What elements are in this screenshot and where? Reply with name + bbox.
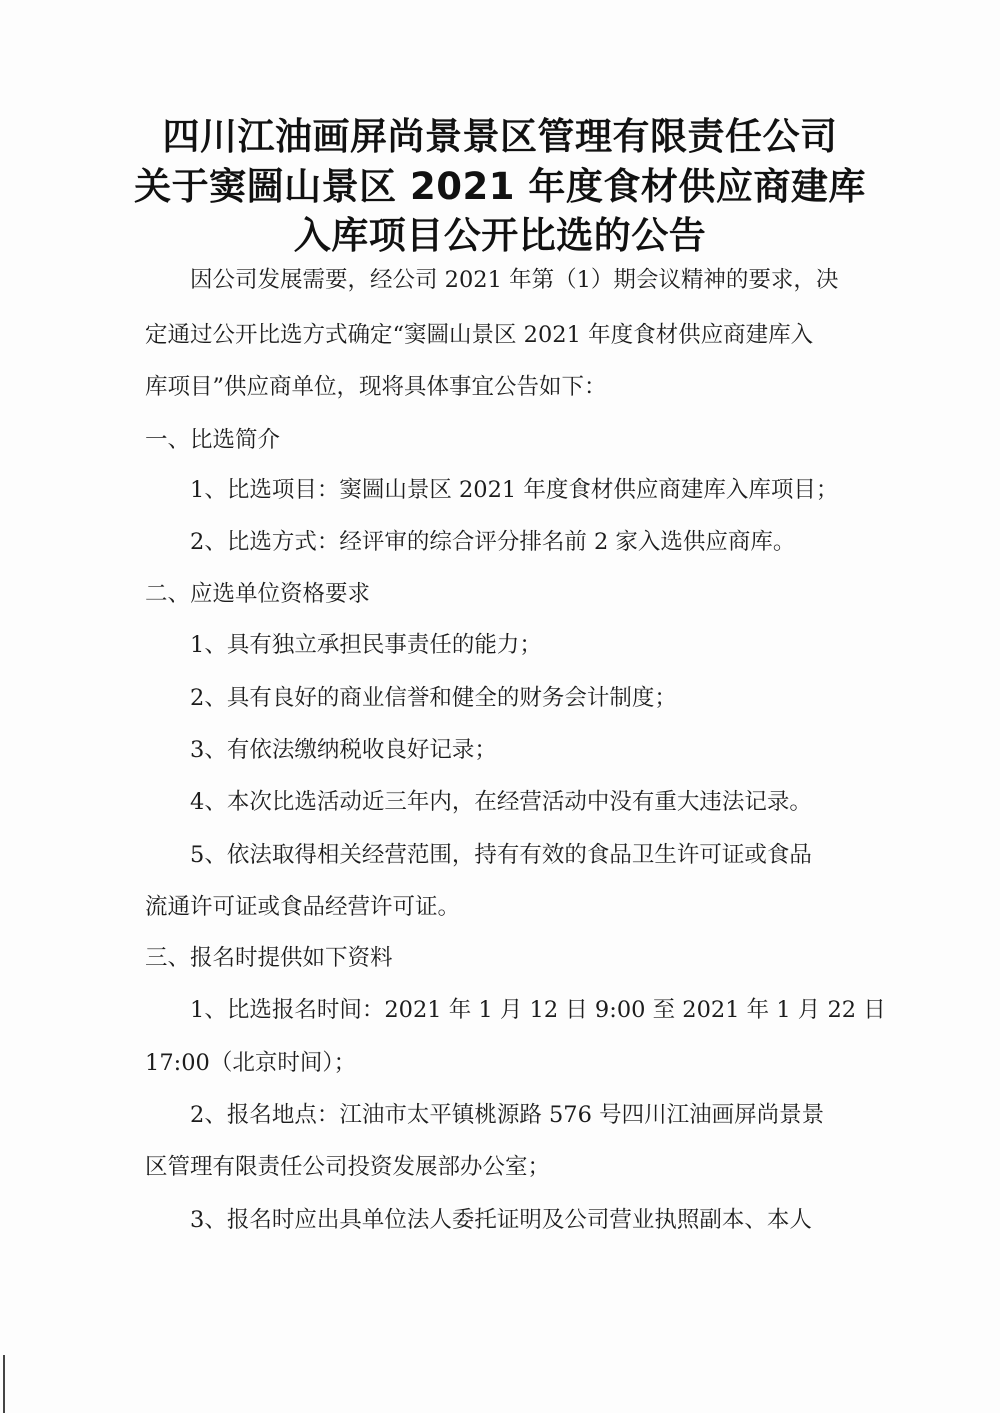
- title-line-3: 入库项目公开比选的公告: [293, 214, 707, 257]
- title-line-1: 四川江油画屏尚景景区管理有限责任公司: [162, 115, 838, 158]
- scan-edge-mark: [3, 1355, 5, 1413]
- section-3-item-1-line-2: 17:00（北京时间）；: [145, 1050, 357, 1076]
- section-3-item-2-line-1: 2、报名地点：江油市太平镇桃源路 576 号四川江油画屏尚景景: [190, 1102, 825, 1128]
- intro-line-1: 因公司发展需要，经公司 2021 年第（1）期会议精神的要求，决: [190, 267, 839, 293]
- section-2-heading: 二、应选单位资格要求: [145, 581, 371, 607]
- section-2-item-2: 2、具有良好的商业信誉和健全的财务会计制度；: [190, 685, 677, 711]
- section-2-item-3: 3、有依法缴纳税收良好记录；: [190, 737, 497, 763]
- section-1-heading: 一、比选简介: [145, 427, 281, 453]
- section-3-item-3-line-1: 3、报名时应出具单位法人委托证明及公司营业执照副本、本人: [190, 1207, 812, 1233]
- section-3-item-1-line-1: 1、比选报名时间：2021 年 1 月 12 日 9:00 至 2021 年 1 月 22 日: [190, 997, 886, 1023]
- title-line-2: 关于窦圌山景区 2021 年度食材供应商建库: [134, 165, 866, 208]
- section-1-item-1: 1、比选项目：窦圌山景区 2021 年度食材供应商建库入库项目；: [190, 477, 839, 503]
- intro-line-2: 定通过公开比选方式确定“窦圌山景区 2021 年度食材供应商建库入: [145, 322, 814, 348]
- intro-line-3: 库项目”供应商单位，现将具体事宜公告如下：: [145, 374, 607, 400]
- section-3-heading: 三、报名时提供如下资料: [145, 945, 393, 971]
- section-2-item-1: 1、具有独立承担民事责任的能力；: [190, 632, 542, 658]
- section-3-item-2-line-2: 区管理有限责任公司投资发展部办公室；: [145, 1154, 551, 1180]
- section-2-item-5-line-1: 5、依法取得相关经营范围，持有有效的食品卫生许可证或食品: [190, 842, 812, 868]
- section-1-item-2: 2、比选方式：经评审的综合评分排名前 2 家入选供应商库。: [190, 529, 796, 555]
- section-2-item-4: 4、本次比选活动近三年内，在经营活动中没有重大违法记录。: [190, 789, 812, 815]
- section-2-item-5-line-2: 流通许可证或食品经营许可证。: [145, 894, 461, 920]
